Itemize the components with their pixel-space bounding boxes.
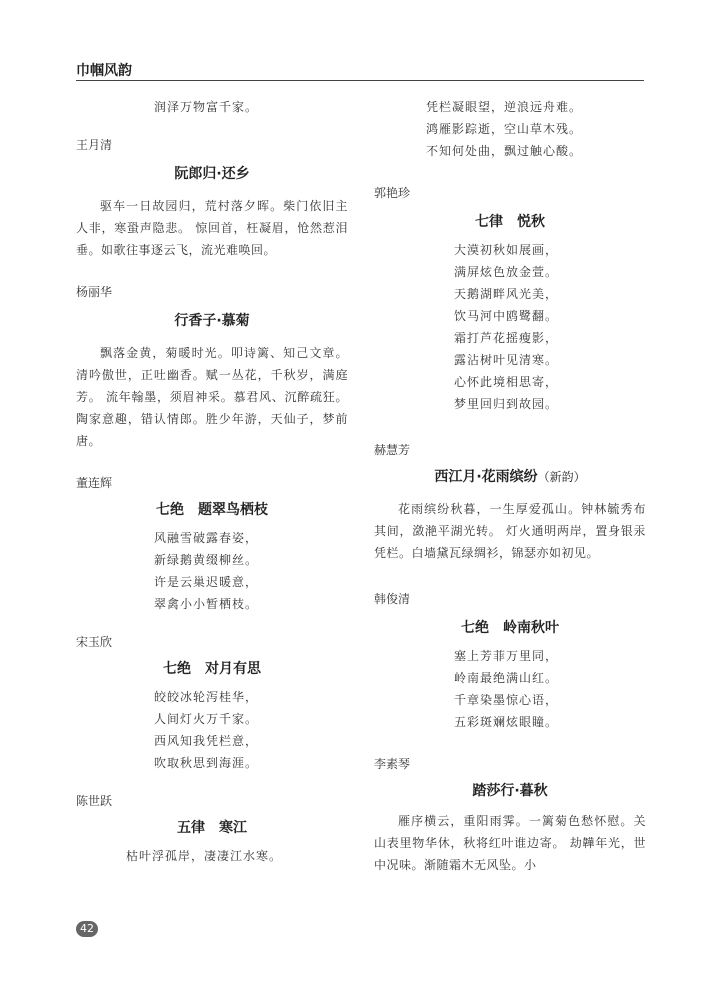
left-column — [76, 96, 348, 867]
verse-line: 心怀此境相思寄， — [454, 375, 559, 389]
poem-body: 雁序横云，重阳雨霁。一篱菊色愁怀慰。关山表里物华休，秋将红叶谁边寄。 劫韡年光，世中况味。渐随霜木无风坠。小 — [374, 814, 646, 872]
verse-line: 吹取秋思到海涯。 — [154, 756, 259, 770]
poem-body: 飘落金黄，菊暖时光。叩诗篱、知己文章。清吟傲世，正吐幽香。赋一丛花，千秋岁，满庭芳。 流年翰墨，须眉神采。慕君风、沉醉疏狂。陶家意趣，错认情郎。胜少年游，天仙子，梦前唐。 — [76, 346, 348, 448]
page-number-badge: 42 — [76, 921, 98, 937]
verse-line: 润泽万物富千家。 — [154, 100, 259, 114]
verse-line: 霜打芦花摇瘦影， — [454, 331, 559, 345]
poem-title: 七绝 对月有思 — [163, 661, 261, 677]
author-name: 赫慧芳 — [374, 443, 411, 457]
continued-verse — [426, 96, 646, 162]
verse-line: 风融雪破露春姿， — [154, 531, 259, 545]
poem-verse — [454, 239, 646, 415]
poem-title: 五律 寒江 — [177, 820, 247, 836]
verse-line: 大漠初秋如展画， — [454, 243, 559, 257]
author-name: 董连辉 — [76, 476, 113, 490]
author-name: 王月清 — [76, 138, 113, 152]
poem-verse — [454, 645, 646, 733]
poem-verse — [126, 845, 348, 867]
verse-line: 许是云巢迟暖意， — [154, 575, 259, 589]
verse-line: 满屏炫色放金萱。 — [454, 265, 559, 279]
verse-line: 饮马河中鸥鹭翻。 — [454, 309, 559, 323]
poem-verse — [154, 686, 348, 774]
author-name: 韩俊清 — [374, 592, 411, 606]
poem-title: 踏莎行·暮秋 — [472, 783, 548, 799]
verse-line: 岭南最绝满山红。 — [454, 671, 559, 685]
poem-title: 七律 悦秋 — [475, 214, 545, 230]
verse-line: 露沾树叶见清寒。 — [454, 353, 559, 367]
verse-line: 翠禽小小暂栖枝。 — [154, 597, 259, 611]
author-name: 宋玉欣 — [76, 635, 113, 649]
poem-title: 行香子·慕菊 — [174, 313, 250, 329]
poem-title: 七绝 题翠鸟栖枝 — [156, 502, 268, 518]
author-name: 郭艳珍 — [374, 186, 411, 200]
verse-line: 千章染墨惊心语， — [454, 693, 559, 707]
verse-line: 塞上芳菲万里同， — [454, 649, 559, 663]
author-name: 李素琴 — [374, 757, 411, 771]
poem-title — [374, 466, 646, 486]
verse-line: 不知何处曲，飘过触心酸。 — [426, 144, 583, 158]
author-name: 陈世跃 — [76, 794, 113, 808]
poem-body: 花雨缤纷秋暮，一生厚爱孤山。钟林毓秀布其间，潋滟平湖光转。 灯火通明两岸，置身银汞凭栏。白墙黛瓦绿绸衫，锦瑟亦如初见。 — [374, 502, 646, 560]
verse-line: 凭栏凝眼望，逆浪远舟难。 — [426, 100, 583, 114]
poem-body: 驱车一日故园归，荒村落夕晖。柴门依旧主人非，寒蛩声隐悲。 惊回首，枉凝眉，怆然惹泪垂。如歌往事逐云飞，流光难唤回。 — [76, 199, 348, 257]
verse-line: 西风知我凭栏意， — [154, 734, 259, 748]
continued-verse — [154, 96, 348, 118]
running-header: 巾帼风韵 — [76, 63, 132, 79]
poem-verse — [154, 527, 348, 615]
verse-line: 五彩斑斓炫眼瞳。 — [454, 715, 559, 729]
poem-title-note: （新韵） — [537, 470, 586, 484]
verse-line: 新绿鹅黄缀柳丝。 — [154, 553, 259, 567]
verse-line: 鸿雁影踪逝，空山草木残。 — [426, 122, 583, 136]
poem-title: 七绝 岭南秋叶 — [461, 620, 559, 636]
poem-title: 阮郎归·还乡 — [174, 166, 250, 182]
verse-line: 天鹅湖畔风光美， — [454, 287, 559, 301]
verse-line: 人间灯火万千家。 — [154, 712, 259, 726]
poem-title-main: 西江月·花雨缤纷 — [434, 469, 538, 485]
right-column — [374, 96, 646, 876]
header-rule — [76, 80, 644, 81]
verse-line: 梦里回归到故园。 — [454, 397, 559, 411]
verse-line: 枯叶浮孤岸，凄凄江水寒。 — [126, 849, 283, 863]
author-name: 杨丽华 — [76, 285, 113, 299]
verse-line: 皎皎冰轮泻桂华， — [154, 690, 259, 704]
